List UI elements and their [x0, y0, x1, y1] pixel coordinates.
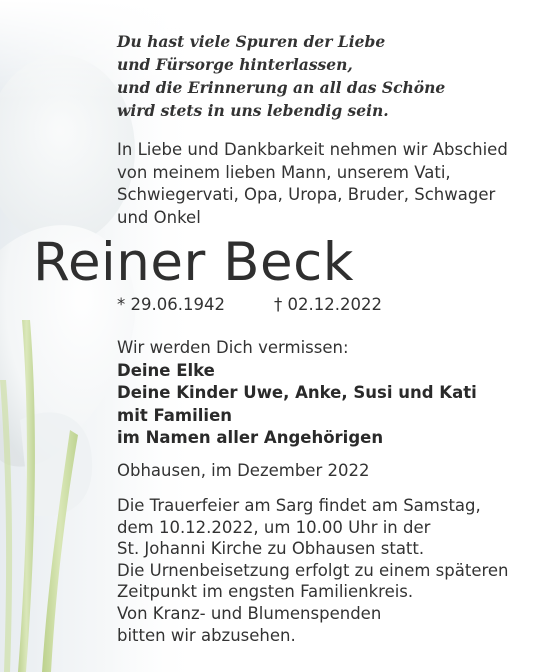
poem-line: und die Erinnerung an all das Schöne: [117, 78, 446, 97]
details-line: Zeitpunkt im engsten Familienkreis.: [117, 582, 414, 602]
details-line: Von Kranz- und Blumenspenden: [117, 603, 382, 623]
poem-line: und Fürsorge hinterlassen,: [117, 55, 353, 74]
mourner-line: Deine Kinder Uwe, Anke, Susi und Kati: [117, 383, 477, 402]
mourner-line: im Namen aller Angehörigen: [117, 428, 384, 447]
farewell-intro: [117, 139, 508, 229]
death-date: † 02.12.2022: [274, 295, 382, 314]
details-line: dem 10.12.2022, um 10.00 Uhr in der: [117, 517, 431, 537]
mourner-line: mit Familien: [117, 405, 233, 425]
place-and-date: Obhausen, im Dezember 2022: [117, 461, 370, 480]
details-line: Die Urnenbeisetzung erfolgt zu einem späteren: [117, 560, 509, 580]
mourner-line: Deine Elke: [117, 360, 215, 380]
poem-line: Du hast viele Spuren der Liebe: [117, 32, 386, 51]
birth-date: * 29.06.1942: [117, 295, 225, 314]
memorial-poem: [117, 30, 445, 122]
details-line: bitten wir abzusehen.: [117, 625, 296, 645]
details-line: St. Johanni Kirche zu Obhausen statt.: [117, 539, 425, 559]
intro-line: In Liebe und Dankbarkeit nehmen wir Abschied: [117, 140, 508, 159]
details-line: Die Trauerfeier am Sarg findet am Samstag,: [117, 496, 481, 515]
intro-line: von meinem lieben Mann, unserem Vati,: [117, 162, 451, 182]
intro-line: und Onkel: [117, 207, 201, 227]
funeral-details: [117, 495, 509, 646]
mourners-list: [117, 337, 477, 450]
intro-line: Schwiegervati, Opa, Uropa, Bruder, Schwager: [117, 185, 496, 204]
poem-line: wird stets in uns lebendig sein.: [117, 101, 389, 120]
mourners-intro: Wir werden Dich vermissen:: [117, 338, 349, 357]
deceased-name: Reiner Beck: [33, 232, 354, 293]
